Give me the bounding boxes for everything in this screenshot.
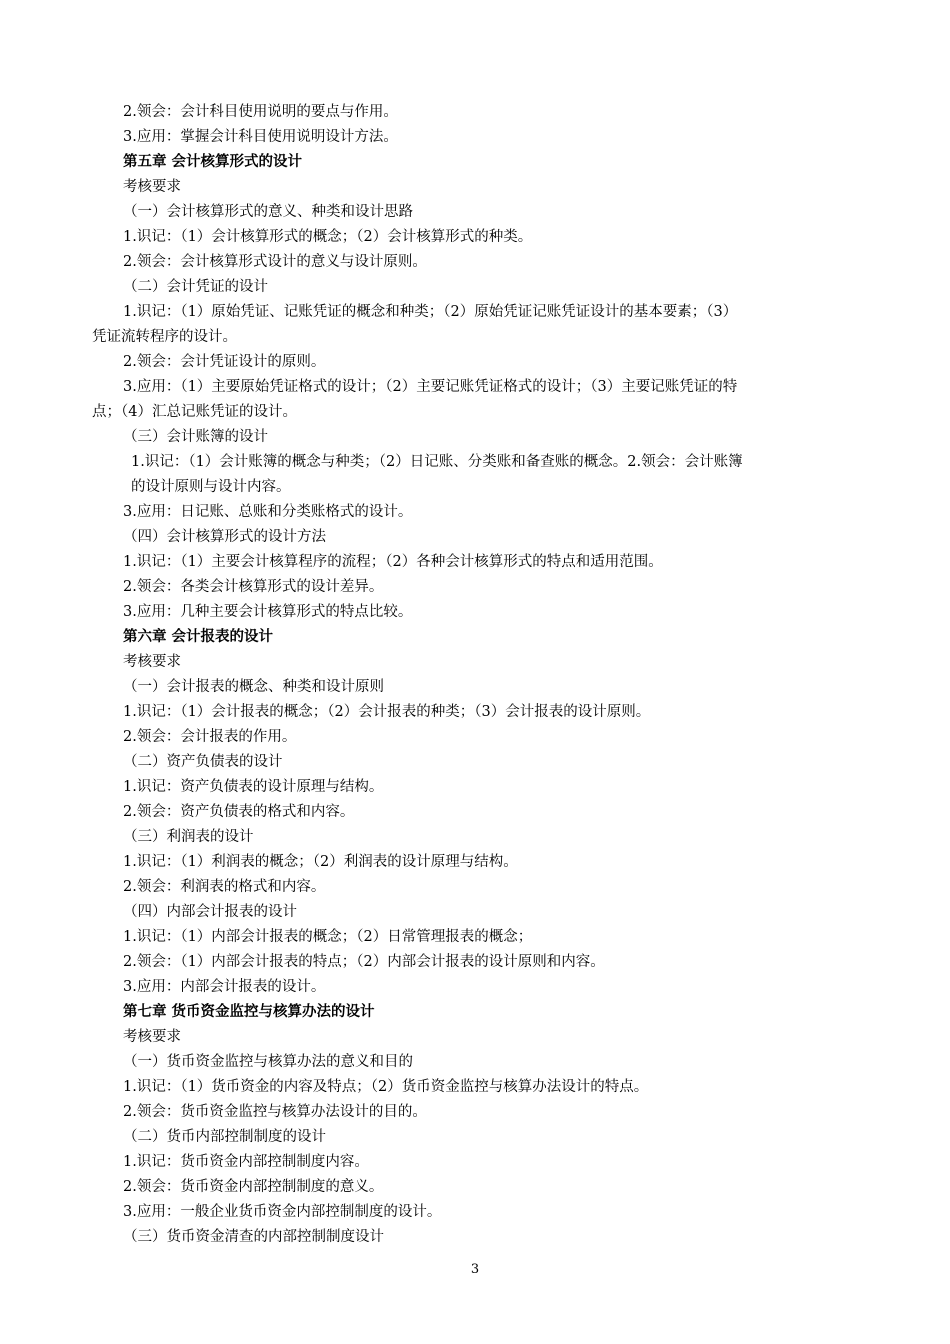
section-heading: （二）会计凭证的设计: [123, 279, 268, 295]
text-line: 2.领会：资产负债表的格式和内容。: [123, 804, 355, 820]
text-line: 3.应用：（1）主要原始凭证格式的设计；（2）主要记账凭证格式的设计；（3）主要记账凭证的特: [123, 379, 738, 395]
text-line: 点；（4）汇总记账凭证的设计。: [92, 404, 297, 420]
text-line: 1.识记：（1）会计账簿的概念与种类；（2）日记账、分类账和备查账的概念。2.领会：会计账簿: [131, 454, 743, 470]
text-line: 2.领会：利润表的格式和内容。: [123, 879, 326, 895]
text-line: 考核要求: [123, 654, 181, 670]
section-heading: （一）会计核算形式的意义、种类和设计思路: [123, 204, 413, 220]
text-line: 2.领会：货币资金监控与核算办法设计的目的。: [123, 1104, 427, 1120]
text-line: 2.领会：会计科目使用说明的要点与作用。: [123, 104, 398, 120]
section-heading: （一）货币资金监控与核算办法的意义和目的: [123, 1054, 413, 1070]
text-line: 考核要求: [123, 179, 181, 195]
text-line: 3.应用：内部会计报表的设计。: [123, 979, 326, 995]
text-line: 2.领会：货币资金内部控制制度的意义。: [123, 1179, 384, 1195]
text-line: 1.识记：（1）内部会计报表的概念；（2）日常管理报表的概念；: [123, 929, 533, 945]
text-line: 1.识记：（1）原始凭证、记账凭证的概念和种类；（2）原始凭证记账凭证设计的基本要素；（3）: [123, 304, 738, 320]
text-line: 1.识记：货币资金内部控制制度内容。: [123, 1154, 369, 1170]
text-line: 1.识记：（1）货币资金的内容及特点；（2）货币资金监控与核算办法设计的特点。: [123, 1079, 649, 1095]
text-line: 1.识记：（1）会计核算形式的概念；（2）会计核算形式的种类。: [123, 229, 533, 245]
section-heading: （二）资产负债表的设计: [123, 754, 283, 770]
text-line: 2.领会：会计报表的作用。: [123, 729, 297, 745]
text-line: 1.识记：（1）主要会计核算程序的流程；（2）各种会计核算形式的特点和适用范围。: [123, 554, 663, 570]
section-heading: （四）会计核算形式的设计方法: [123, 529, 326, 545]
text-line: 3.应用：掌握会计科目使用说明设计方法。: [123, 129, 398, 145]
text-line: 1.识记：（1）利润表的概念；（2）利润表的设计原理与结构。: [123, 854, 518, 870]
section-heading: （三）会计账簿的设计: [123, 429, 268, 445]
chapter-heading: 第七章 货币资金监控与核算办法的设计: [123, 1004, 375, 1020]
chapter-heading: 第五章 会计核算形式的设计: [123, 154, 303, 170]
chapter-heading: 第六章 会计报表的设计: [123, 629, 274, 645]
text-line: 2.领会：会计凭证设计的原则。: [123, 354, 326, 370]
text-line: 凭证流转程序的设计。: [92, 329, 237, 345]
text-line: 2.领会：各类会计核算形式的设计差异。: [123, 579, 384, 595]
text-line: 考核要求: [123, 1029, 181, 1045]
text-line: 2.领会：（1）内部会计报表的特点；（2）内部会计报表的设计原则和内容。: [123, 954, 605, 970]
section-heading: （三）货币资金清查的内部控制制度设计: [123, 1229, 384, 1245]
text-line: 2.领会：会计核算形式设计的意义与设计原则。: [123, 254, 427, 270]
page-number: 3: [470, 1262, 480, 1277]
text-line: 3.应用：日记账、总账和分类账格式的设计。: [123, 504, 413, 520]
section-heading: （二）货币内部控制制度的设计: [123, 1129, 326, 1145]
text-line: 3.应用：一般企业货币资金内部控制制度的设计。: [123, 1204, 442, 1220]
text-line: 3.应用：几种主要会计核算形式的特点比较。: [123, 604, 413, 620]
text-line: 1.识记：（1）会计报表的概念；（2）会计报表的种类；（3）会计报表的设计原则。: [123, 704, 651, 720]
section-heading: （四）内部会计报表的设计: [123, 904, 297, 920]
text-line: 1.识记：资产负债表的设计原理与结构。: [123, 779, 384, 795]
section-heading: （三）利润表的设计: [123, 829, 254, 845]
section-heading: （一）会计报表的概念、种类和设计原则: [123, 679, 384, 695]
text-line: 的设计原则与设计内容。: [131, 479, 291, 495]
